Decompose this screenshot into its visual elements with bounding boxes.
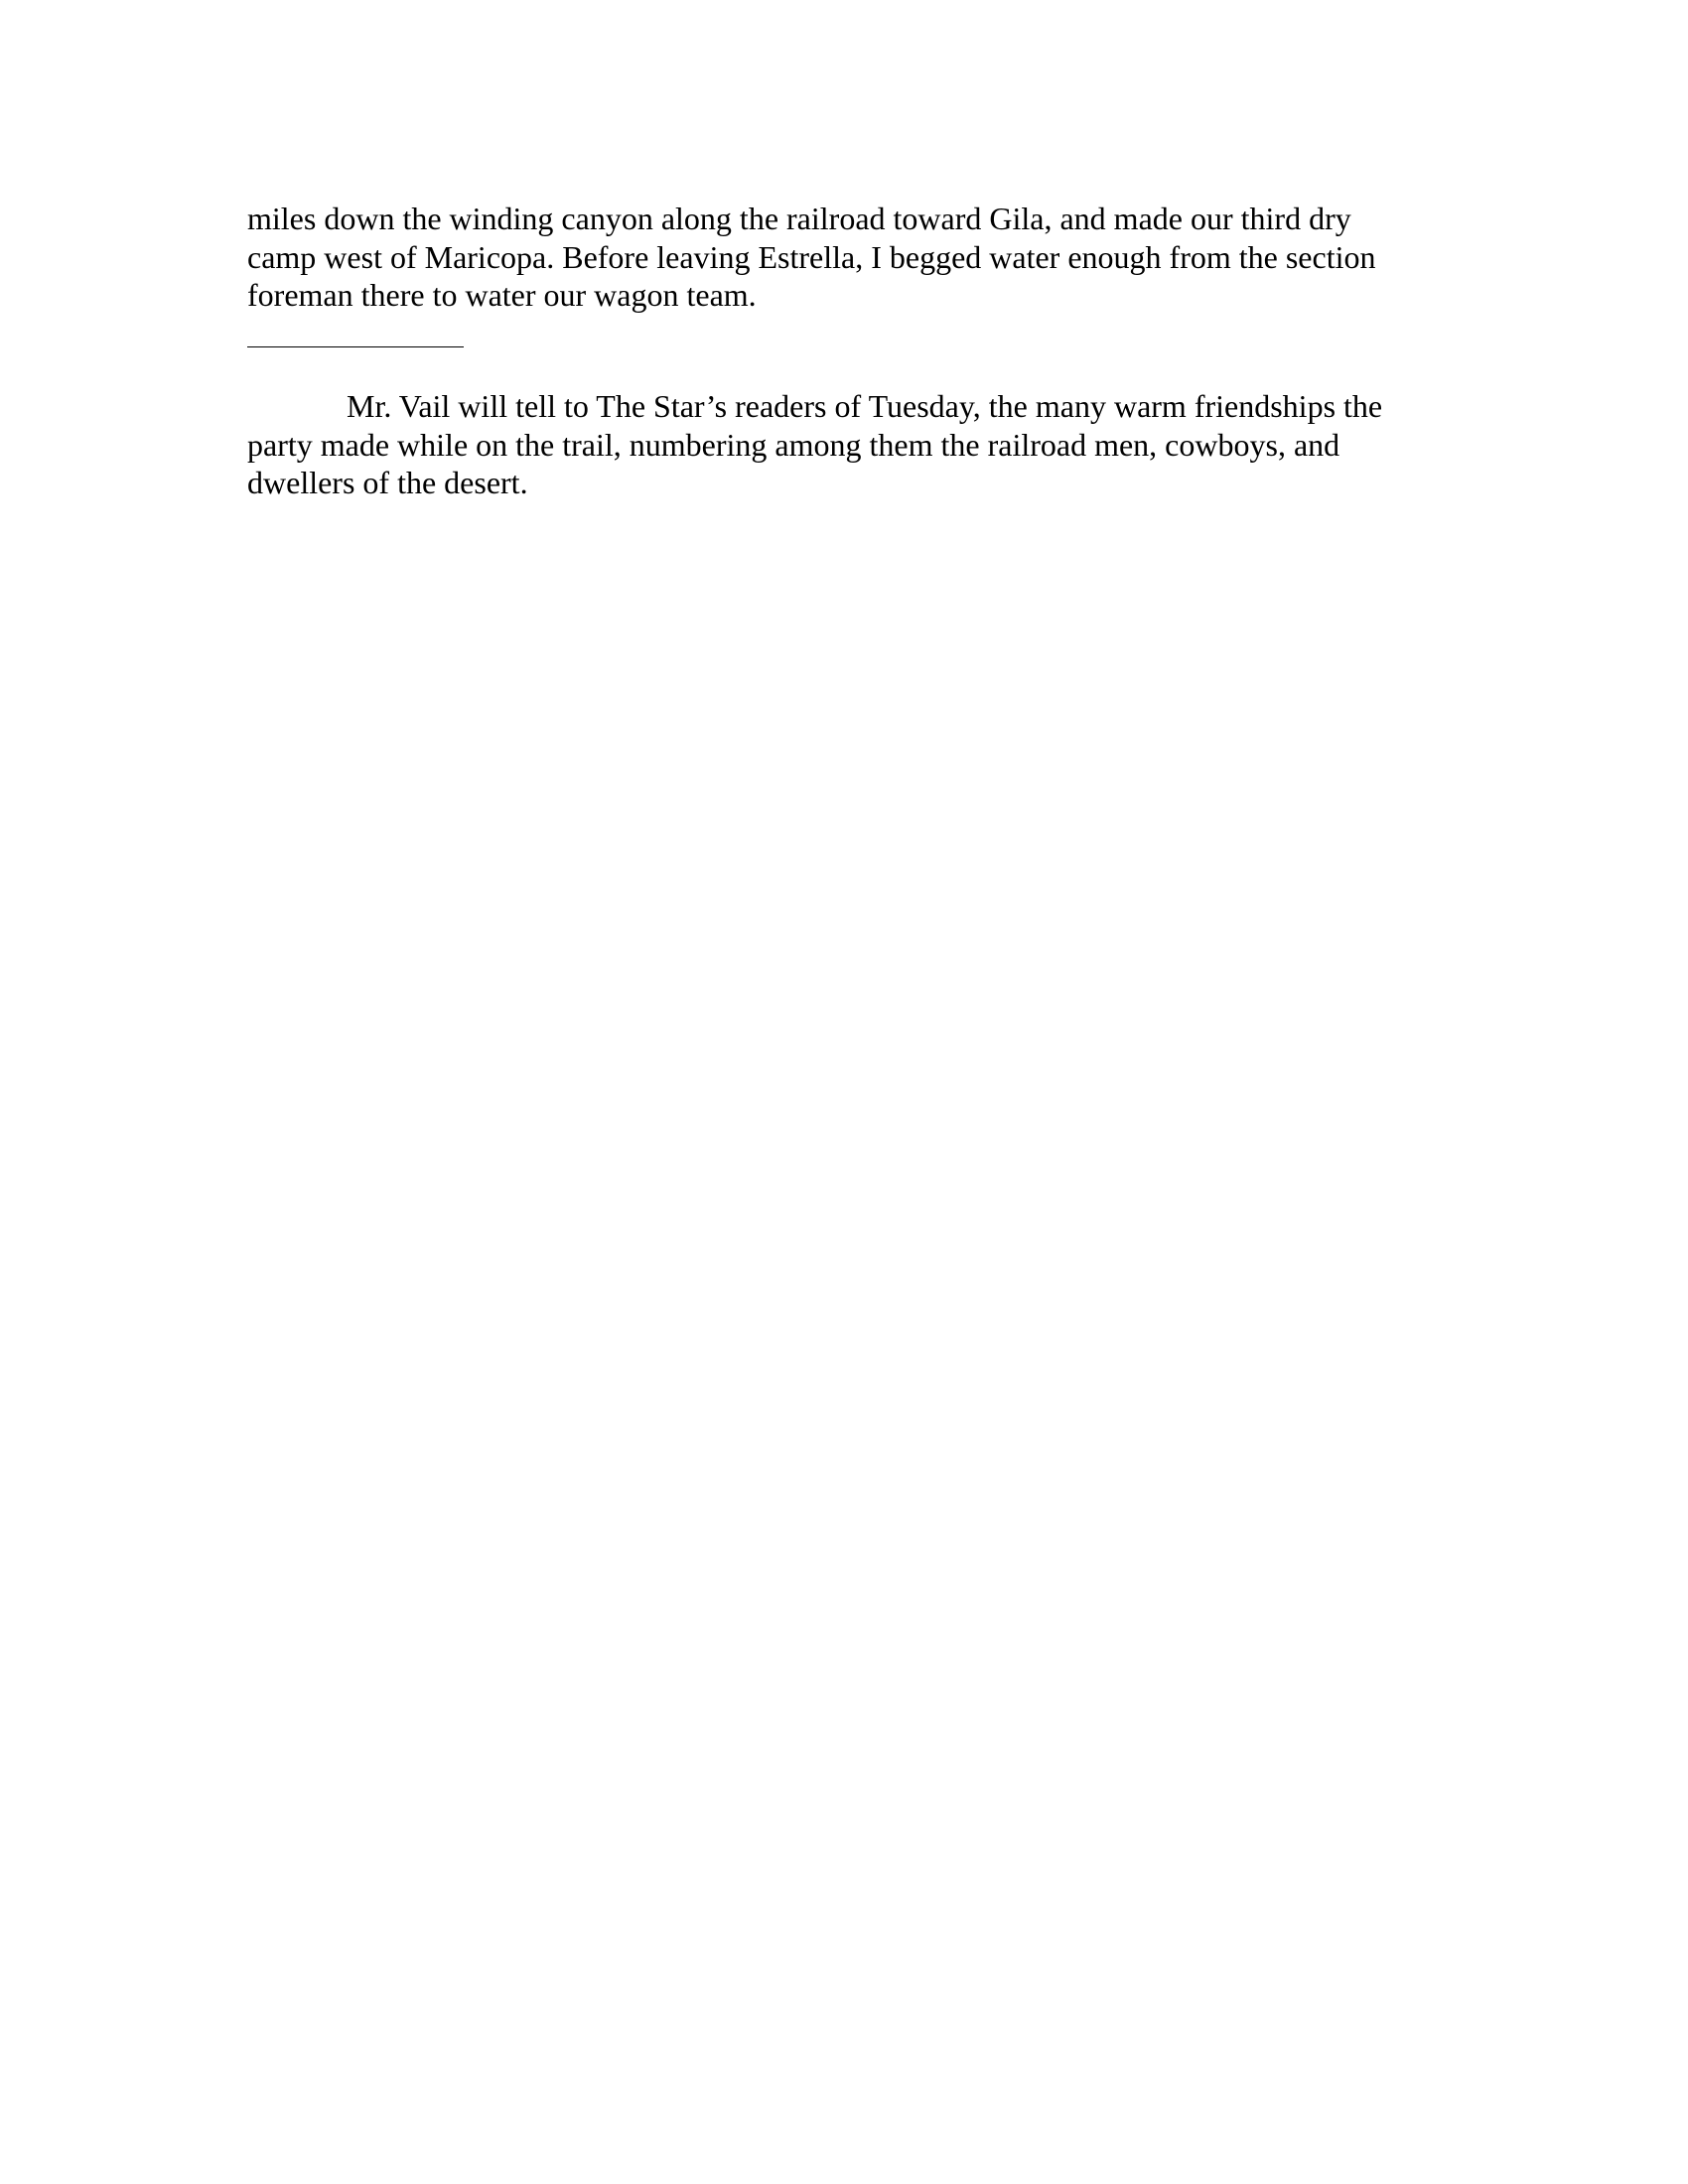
paragraph-1 bbox=[247, 200, 1459, 315]
paragraph-2-line-1: Mr. Vail will tell to The Star’s readers of Tuesday, the many warm friendships the bbox=[347, 388, 1383, 424]
paragraph-1-line-2: camp west of Maricopa. Before leaving Estrella, I begged water enough from the section bbox=[247, 238, 1376, 275]
paragraph-1-line-1: miles down the winding canyon along the railroad toward Gila, and made our third dry bbox=[247, 201, 1351, 236]
paragraph-2 bbox=[247, 387, 1459, 502]
paragraph-1-line-3: foreman there to water our wagon team. bbox=[247, 277, 757, 313]
paragraph-2-line-2: party made while on the trail, numbering among them the railroad men, cowboys, and bbox=[247, 426, 1340, 463]
paragraph-2-line-3: dwellers of the desert. bbox=[247, 465, 528, 500]
section-divider bbox=[247, 346, 464, 347]
